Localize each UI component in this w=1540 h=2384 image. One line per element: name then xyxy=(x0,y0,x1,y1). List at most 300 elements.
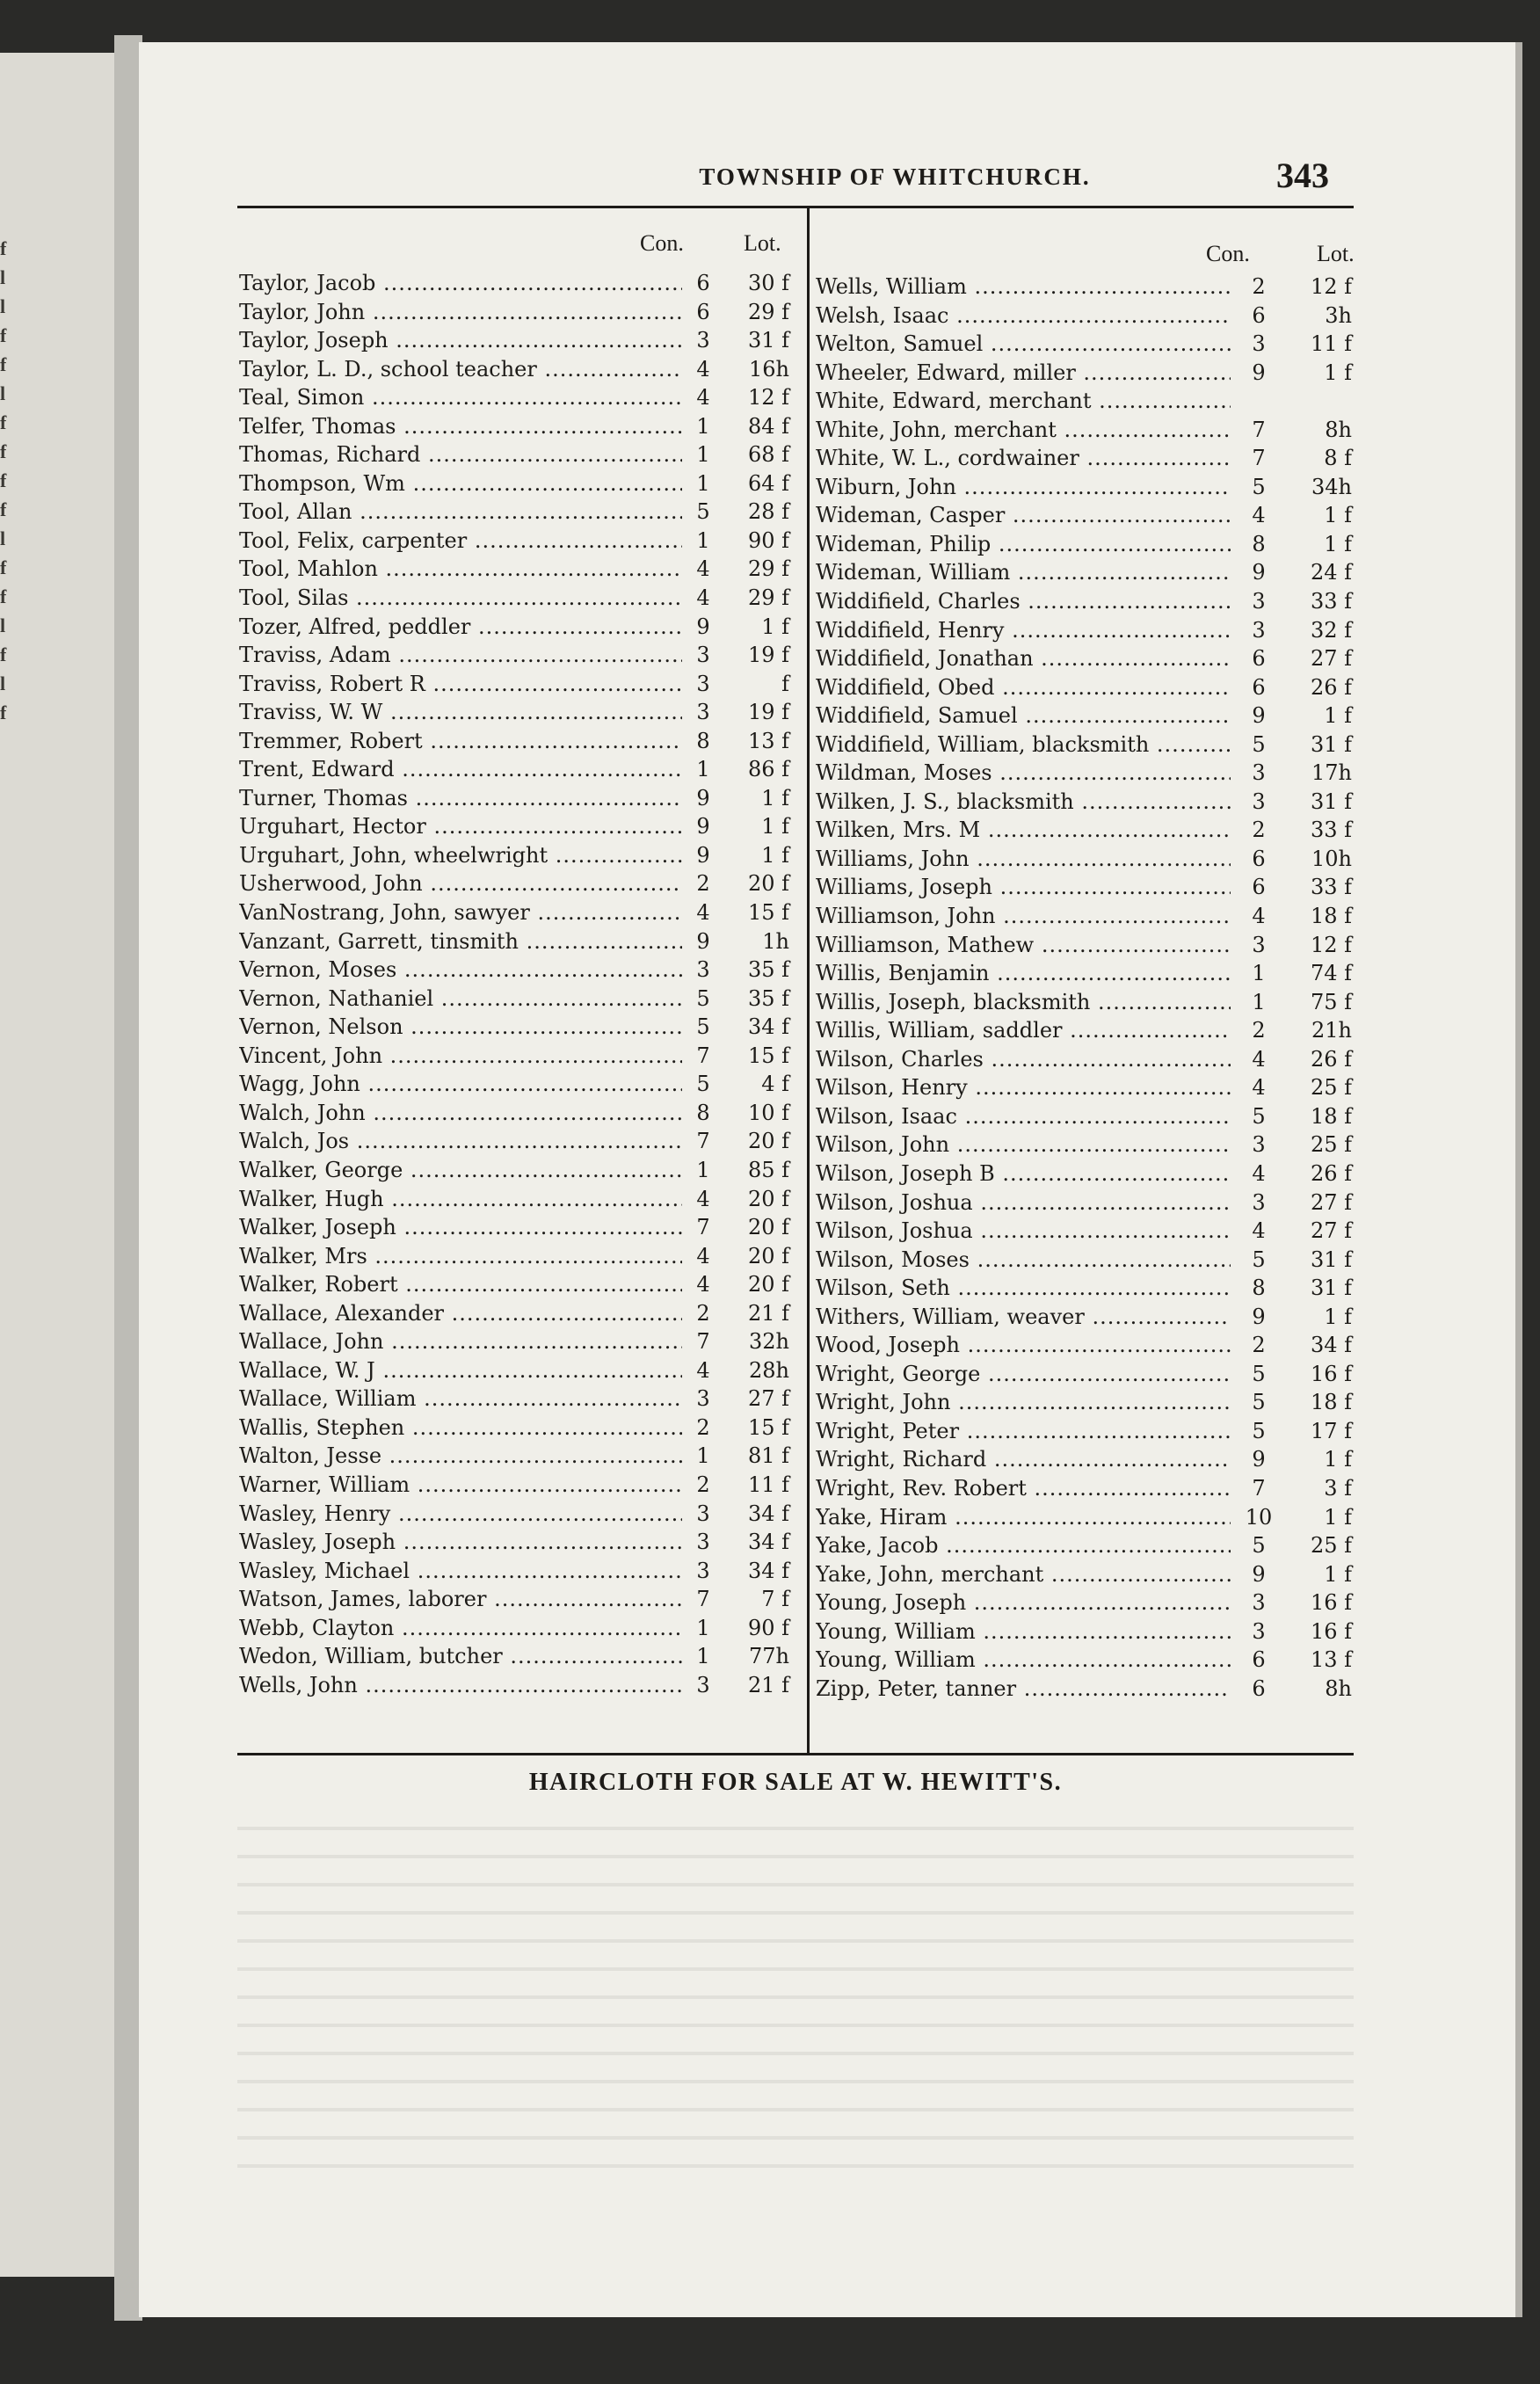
directory-entry xyxy=(816,359,1357,388)
entry-concession: 7 xyxy=(696,1329,710,1355)
entry-concession: 9 xyxy=(696,928,710,954)
entry-concession: 6 xyxy=(1252,646,1266,672)
entry-lot: 17 f xyxy=(1310,1418,1352,1443)
entry-name: Wilson, John ..... xyxy=(816,1130,1231,1159)
entry-concession: 4 xyxy=(696,1357,710,1383)
entry-name: Yake, John, merchant ..... xyxy=(816,1560,1231,1589)
entry-lot: 12 f xyxy=(1310,932,1352,957)
entry-lot: 33 f xyxy=(1310,818,1352,843)
entry-concession: 5 xyxy=(696,985,710,1011)
directory-entry xyxy=(816,1560,1357,1589)
entry-concession: 5 xyxy=(1252,1361,1266,1386)
entry-concession: 2 xyxy=(1252,1018,1266,1043)
entry-lot: 12 f xyxy=(1310,274,1352,299)
directory-entry xyxy=(239,755,793,784)
entry-name: White, Edward, merchant ..... xyxy=(816,387,1231,416)
entry-concession: 3 xyxy=(1252,789,1266,814)
entry-name: Young, William ..... xyxy=(816,1617,1231,1646)
entry-lot: 64 f xyxy=(747,470,789,496)
page-number: 343 xyxy=(1276,156,1329,195)
entry-lot: 20 f xyxy=(747,1243,789,1268)
entry-concession: 8 xyxy=(696,1100,710,1125)
entry-concession: 3 xyxy=(1252,617,1266,643)
entry-concession: 9 xyxy=(696,842,710,868)
entry-name: Trent, Edward ..... xyxy=(239,755,682,784)
entry-lot: 8h xyxy=(1325,1675,1352,1701)
entry-lot: 8 f xyxy=(1324,446,1352,471)
entry-name: Teal, Simon ..... xyxy=(239,383,682,412)
entry-concession: 1 xyxy=(1252,961,1266,986)
directory-entry xyxy=(239,412,793,441)
directory-entry xyxy=(239,469,793,498)
entry-concession: 8 xyxy=(696,728,710,753)
directory-entry xyxy=(239,727,793,756)
entry-name: Willis, Benjamin ..... xyxy=(816,959,1231,988)
directory-entry xyxy=(816,816,1357,845)
entry-name: Thomas, Richard ..... xyxy=(239,440,682,469)
directory-entry xyxy=(239,670,793,699)
entry-lot: 32h xyxy=(749,1329,789,1355)
entry-concession: 3 xyxy=(1252,331,1266,357)
directory-entry xyxy=(816,759,1357,788)
entry-concession: 3 xyxy=(696,1501,710,1526)
previous-page-fragment: f xyxy=(0,498,7,520)
previous-page-fragment: f xyxy=(0,440,7,462)
directory-entry xyxy=(816,616,1357,645)
entry-concession: 5 xyxy=(1252,1247,1266,1272)
entry-lot: 4 f xyxy=(761,1072,789,1097)
entry-lot: 34 f xyxy=(747,1558,789,1583)
directory-entry xyxy=(239,841,793,870)
directory-entry xyxy=(816,1331,1357,1360)
directory-entry xyxy=(816,558,1357,587)
directory-entry xyxy=(239,985,793,1014)
entry-lot: 1 f xyxy=(1324,531,1352,556)
entry-concession: 3 xyxy=(696,700,710,725)
entry-concession: 9 xyxy=(1252,1561,1266,1587)
entry-lot: 25 f xyxy=(1310,1132,1352,1158)
directory-entry xyxy=(239,584,793,613)
entry-name: Vanzant, Garrett, tinsmith ..... xyxy=(239,927,682,956)
entry-name: Widdifield, Charles ..... xyxy=(816,587,1231,616)
entry-name: Wilken, Mrs. M ..... xyxy=(816,816,1231,845)
entry-name: Williams, John ..... xyxy=(816,845,1231,874)
entry-name: Taylor, John ..... xyxy=(239,298,682,327)
entry-concession: 5 xyxy=(696,1014,710,1040)
entry-lot: 20 f xyxy=(747,871,789,897)
entry-name: Tozer, Alfred, peddler ..... xyxy=(239,613,682,642)
entry-lot: 27 f xyxy=(1310,1189,1352,1215)
previous-page-fragment: f xyxy=(0,585,7,607)
entry-concession: 6 xyxy=(1252,674,1266,700)
entry-name: Williamson, Mathew ..... xyxy=(816,931,1231,960)
entry-name: Walch, John ..... xyxy=(239,1099,682,1128)
entry-lot: 1 f xyxy=(1324,703,1352,729)
entry-name: Wood, Joseph ..... xyxy=(816,1331,1231,1360)
entry-name: Wright, Rev. Robert ..... xyxy=(816,1474,1231,1503)
entry-name: Wheeler, Edward, miller ..... xyxy=(816,359,1231,388)
directory-entry xyxy=(239,1356,793,1385)
entry-name: Webb, Clayton ..... xyxy=(239,1614,682,1643)
entry-name: Traviss, Adam ..... xyxy=(239,641,682,670)
directory-entry xyxy=(816,1045,1357,1074)
entry-concession: 6 xyxy=(696,271,710,295)
entry-name: Welsh, Isaac ..... xyxy=(816,302,1231,331)
entry-concession: 3 xyxy=(696,1558,710,1583)
entry-lot: 11 f xyxy=(1310,331,1352,357)
entry-lot: 20 f xyxy=(747,1129,789,1154)
entry-lot: 1 f xyxy=(1324,360,1352,385)
entry-concession: 4 xyxy=(1252,503,1266,528)
entry-lot: 13 f xyxy=(1310,1647,1352,1673)
entry-name: Tremmer, Robert ..... xyxy=(239,727,682,756)
entry-name: Wilken, J. S., blacksmith ..... xyxy=(816,788,1231,817)
directory-entry xyxy=(816,1675,1357,1704)
entry-lot: 1 f xyxy=(1324,503,1352,528)
entry-name: Wilson, Joshua ..... xyxy=(816,1188,1231,1217)
entry-concession: 3 xyxy=(696,328,710,353)
entry-concession: 4 xyxy=(1252,1075,1266,1101)
entry-name: Walton, Jesse ..... xyxy=(239,1442,682,1471)
entry-name: Wells, William ..... xyxy=(816,273,1231,302)
left-con-header: Con. xyxy=(640,230,684,256)
directory-entry xyxy=(816,1188,1357,1217)
entry-name: Wilson, Seth ..... xyxy=(816,1274,1231,1303)
entry-name: Taylor, L. D., school teacher ..... xyxy=(239,355,682,384)
right-lot-header: Lot. xyxy=(1317,241,1355,266)
footer-rule xyxy=(237,1753,1354,1755)
right-column xyxy=(816,273,1357,1703)
directory-entry xyxy=(239,298,793,327)
entry-name: Walker, Joseph ..... xyxy=(239,1213,682,1242)
entry-name: Wallace, John ..... xyxy=(239,1327,682,1356)
entry-concession: 9 xyxy=(1252,1447,1266,1472)
previous-page-fragment: f xyxy=(0,469,7,491)
entry-concession: 6 xyxy=(1252,875,1266,900)
entry-concession: 2 xyxy=(696,1414,710,1440)
entry-concession: 6 xyxy=(1252,1647,1266,1673)
directory-entry xyxy=(816,701,1357,730)
directory-entry xyxy=(239,1127,793,1156)
directory-entry xyxy=(239,1642,793,1671)
entry-name: Watson, James, laborer ..... xyxy=(239,1585,682,1614)
directory-entry xyxy=(239,1242,793,1271)
entry-name: Yake, Jacob ..... xyxy=(816,1531,1231,1560)
entry-concession: 4 xyxy=(1252,1046,1266,1072)
entry-lot: 16 f xyxy=(1310,1618,1352,1644)
entry-lot: 20 f xyxy=(747,1186,789,1211)
previous-page-fragment: f xyxy=(0,237,7,259)
directory-entry xyxy=(816,730,1357,760)
directory-entry xyxy=(816,416,1357,445)
directory-entry xyxy=(816,387,1357,416)
entry-concession: 3 xyxy=(1252,760,1266,786)
entry-lot: 3 f xyxy=(1324,1475,1352,1501)
entry-lot: 1 f xyxy=(761,842,789,868)
entry-lot: 34 f xyxy=(747,1014,789,1040)
entry-concession: 7 xyxy=(696,1043,710,1068)
directory-entry xyxy=(816,959,1357,988)
entry-name: Wright, John ..... xyxy=(816,1388,1231,1417)
directory-entry xyxy=(239,1557,793,1586)
entry-concession: 6 xyxy=(696,299,710,324)
entry-lot: 34h xyxy=(1311,474,1352,499)
directory-entry xyxy=(816,530,1357,559)
entry-name: Vernon, Nathaniel ..... xyxy=(239,985,682,1014)
entry-concession: 4 xyxy=(696,1243,710,1268)
entry-lot: 15 f xyxy=(747,1414,789,1440)
entry-lot: 19 f xyxy=(747,643,789,668)
entry-name: Wideman, Casper ..... xyxy=(816,501,1231,530)
entry-concession: 2 xyxy=(696,1472,710,1497)
entry-concession: 9 xyxy=(1252,560,1266,585)
entry-concession: 7 xyxy=(1252,446,1266,471)
entry-name: Wasley, Henry ..... xyxy=(239,1500,682,1529)
directory-entry xyxy=(816,473,1357,502)
entry-lot: 28h xyxy=(749,1357,789,1383)
directory-entry xyxy=(816,1360,1357,1389)
entry-concession: 7 xyxy=(696,1215,710,1240)
entry-concession: 7 xyxy=(696,1129,710,1154)
entry-name: Walker, George ..... xyxy=(239,1156,682,1185)
entry-lot: 30 f xyxy=(747,271,789,295)
entry-name: Urguhart, John, wheelwright ..... xyxy=(239,841,682,870)
entry-name: Telfer, Thomas ..... xyxy=(239,412,682,441)
entry-lot: 31 f xyxy=(1310,789,1352,814)
entry-name: Wilson, Moses ..... xyxy=(816,1246,1231,1275)
entry-lot: 32 f xyxy=(1310,617,1352,643)
entry-concession: 1 xyxy=(696,470,710,496)
previous-page-fragment: l xyxy=(0,672,6,694)
previous-page-fragment: l xyxy=(0,527,6,549)
entry-name: Willis, William, saddler ..... xyxy=(816,1016,1231,1045)
entry-concession: 3 xyxy=(1252,932,1266,957)
entry-lot: 13 f xyxy=(747,728,789,753)
entry-lot: 28 f xyxy=(747,499,789,525)
entry-concession: 4 xyxy=(696,900,710,926)
entry-lot: 25 f xyxy=(1310,1075,1352,1101)
directory-entry xyxy=(816,587,1357,616)
entry-concession: 4 xyxy=(1252,904,1266,929)
directory-entry xyxy=(816,1588,1357,1617)
directory-entry xyxy=(239,698,793,727)
directory-entry xyxy=(239,498,793,527)
entry-concession: 4 xyxy=(1252,1160,1266,1186)
entry-name: Urguhart, Hector ..... xyxy=(239,812,682,841)
directory-entry xyxy=(239,1471,793,1500)
entry-concession: 1 xyxy=(696,413,710,439)
entry-concession: 5 xyxy=(1252,1390,1266,1415)
entry-name: VanNostrang, John, sawyer ..... xyxy=(239,898,682,927)
entry-concession: 9 xyxy=(696,814,710,839)
previous-page-edge xyxy=(0,53,114,2277)
directory-entry xyxy=(816,1617,1357,1646)
entry-concession: 4 xyxy=(696,556,710,582)
entry-name: Young, Joseph ..... xyxy=(816,1588,1231,1617)
entry-lot: 1h xyxy=(762,928,789,954)
directory-entry xyxy=(816,873,1357,902)
entry-name: Taylor, Joseph ..... xyxy=(239,326,682,355)
entry-lot: 25 f xyxy=(1310,1533,1352,1559)
entry-lot: 34 f xyxy=(747,1501,789,1526)
entry-name: Walch, Jos ..... xyxy=(239,1127,682,1156)
entry-lot: 68 f xyxy=(747,442,789,468)
entry-name: Widdifield, Henry ..... xyxy=(816,616,1231,645)
entry-lot: 18 f xyxy=(1310,904,1352,929)
entry-name: White, John, merchant ..... xyxy=(816,416,1231,445)
directory-entry xyxy=(816,1016,1357,1045)
entry-name: Taylor, Jacob ..... xyxy=(239,269,682,298)
entry-concession: 9 xyxy=(1252,1304,1266,1329)
previous-page-fragment: f xyxy=(0,324,7,346)
entry-name: Widdifield, Jonathan ..... xyxy=(816,644,1231,673)
entry-lot: 31 f xyxy=(747,328,789,353)
entry-lot: 15 f xyxy=(747,900,789,926)
entry-concession: 4 xyxy=(696,356,710,382)
entry-lot: 26 f xyxy=(1310,1046,1352,1072)
entry-name: Williamson, John ..... xyxy=(816,902,1231,931)
entry-concession: 5 xyxy=(696,499,710,525)
running-head: TOWNSHIP OF WHITCHURCH. xyxy=(699,164,1091,190)
entry-lot: 21 f xyxy=(747,1672,789,1697)
entry-concession: 7 xyxy=(1252,417,1266,442)
entry-lot: 27 f xyxy=(1310,646,1352,672)
directory-entry xyxy=(816,1503,1357,1532)
directory-entry xyxy=(239,1042,793,1071)
entry-concession: 5 xyxy=(1252,1103,1266,1129)
entry-name: Tool, Allan ..... xyxy=(239,498,682,527)
directory-entry xyxy=(239,1385,793,1414)
entry-name: Walker, Mrs ..... xyxy=(239,1242,682,1271)
directory-entry xyxy=(239,1270,793,1299)
directory-entry xyxy=(239,613,793,642)
directory-entry xyxy=(816,1073,1357,1102)
entry-concession: 5 xyxy=(1252,474,1266,499)
right-con-header: Con. xyxy=(1206,241,1250,266)
entry-concession: 3 xyxy=(1252,1618,1266,1644)
entry-concession: 4 xyxy=(696,1272,710,1297)
entry-concession: 1 xyxy=(696,527,710,553)
previous-page-fragment: l xyxy=(0,295,6,317)
entry-lot: 8h xyxy=(1325,417,1352,442)
entry-concession: 3 xyxy=(696,1672,710,1697)
directory-entry xyxy=(239,641,793,670)
entry-lot: 1 f xyxy=(1324,1304,1352,1329)
entry-lot: 17h xyxy=(1311,760,1352,786)
previous-page-fragment: l xyxy=(0,382,6,404)
entry-name: White, W. L., cordwainer ..... xyxy=(816,444,1231,473)
entry-name: Wideman, William ..... xyxy=(816,558,1231,587)
entry-name: Withers, William, weaver ..... xyxy=(816,1303,1231,1332)
directory-entry xyxy=(239,440,793,469)
entry-name: Vernon, Moses ..... xyxy=(239,956,682,985)
entry-lot: 31 f xyxy=(1310,1276,1352,1301)
entry-lot: 12 f xyxy=(747,385,789,411)
entry-lot: 77h xyxy=(749,1644,789,1669)
directory-entry xyxy=(239,269,793,298)
entry-name: Wiburn, John ..... xyxy=(816,473,1231,502)
entry-name: Usherwood, John ..... xyxy=(239,869,682,898)
entry-concession: 6 xyxy=(1252,846,1266,871)
directory-entry xyxy=(816,1130,1357,1159)
entry-concession: 1 xyxy=(696,1443,710,1469)
entry-concession: 9 xyxy=(1252,703,1266,729)
entry-concession: 2 xyxy=(1252,1333,1266,1358)
entry-concession: 1 xyxy=(696,1157,710,1182)
entry-concession: 3 xyxy=(696,671,710,696)
entry-concession: 1 xyxy=(1252,989,1266,1014)
entry-lot: 11 f xyxy=(747,1472,789,1497)
entry-name: Wallis, Stephen ..... xyxy=(239,1414,682,1443)
entry-name: Wildman, Moses ..... xyxy=(816,759,1231,788)
entry-lot: 26 f xyxy=(1310,674,1352,700)
previous-page-fragment: l xyxy=(0,614,6,636)
entry-lot: 90 f xyxy=(747,1615,789,1640)
directory-entry xyxy=(816,1474,1357,1503)
left-lot-header: Lot. xyxy=(744,230,781,256)
entry-name: Wedon, William, butcher ..... xyxy=(239,1642,682,1671)
entry-name: Wallace, Alexander ..... xyxy=(239,1299,682,1328)
entry-lot: 18 f xyxy=(1310,1390,1352,1415)
entry-lot: 19 f xyxy=(747,700,789,725)
entry-lot: 1 f xyxy=(1324,1561,1352,1587)
entry-name: Wasley, Michael ..... xyxy=(239,1557,682,1586)
entry-concession: 4 xyxy=(696,585,710,611)
entry-lot: 1 f xyxy=(761,785,789,810)
entry-lot: 16h xyxy=(749,356,789,382)
entry-lot: 18 f xyxy=(1310,1103,1352,1129)
entry-name: Young, William ..... xyxy=(816,1646,1231,1675)
entry-concession: 3 xyxy=(1252,1132,1266,1158)
directory-entry xyxy=(239,1500,793,1529)
header-rule xyxy=(237,206,1354,208)
previous-page-fragment: f xyxy=(0,353,7,375)
entry-lot: 29 f xyxy=(747,556,789,582)
entry-concession: 3 xyxy=(696,1530,710,1555)
directory-entry xyxy=(816,1303,1357,1332)
entry-name: Welton, Samuel ..... xyxy=(816,330,1231,359)
entry-lot: 24 f xyxy=(1310,560,1352,585)
entry-lot: 33 f xyxy=(1310,589,1352,614)
entry-concession: 2 xyxy=(1252,818,1266,843)
entry-concession: 1 xyxy=(696,757,710,782)
entry-lot: 26 f xyxy=(1310,1160,1352,1186)
directory-entry xyxy=(239,1414,793,1443)
entry-lot: 81 f xyxy=(747,1443,789,1469)
entry-concession: 4 xyxy=(696,385,710,411)
entry-name: Widdifield, William, blacksmith ..... xyxy=(816,730,1231,760)
entry-concession: 3 xyxy=(1252,589,1266,614)
entry-lot: 75 f xyxy=(1310,989,1352,1014)
entry-lot: 35 f xyxy=(747,985,789,1011)
entry-concession: 6 xyxy=(1252,302,1266,328)
directory-entry xyxy=(239,784,793,813)
directory-entry xyxy=(239,1671,793,1700)
directory-entry xyxy=(239,1070,793,1099)
entry-lot: 20 f xyxy=(747,1215,789,1240)
entry-name: Walker, Robert ..... xyxy=(239,1270,682,1299)
entry-name: Vincent, John ..... xyxy=(239,1042,682,1071)
entry-lot: 3h xyxy=(1325,302,1352,328)
directory-entry xyxy=(816,1217,1357,1246)
directory-entry xyxy=(239,898,793,927)
directory-entry xyxy=(816,444,1357,473)
entry-name: Wilson, Charles ..... xyxy=(816,1045,1231,1074)
directory-entry xyxy=(239,1442,793,1471)
entry-lot: 86 f xyxy=(747,757,789,782)
entry-concession: 3 xyxy=(696,643,710,668)
directory-entry xyxy=(816,1159,1357,1188)
